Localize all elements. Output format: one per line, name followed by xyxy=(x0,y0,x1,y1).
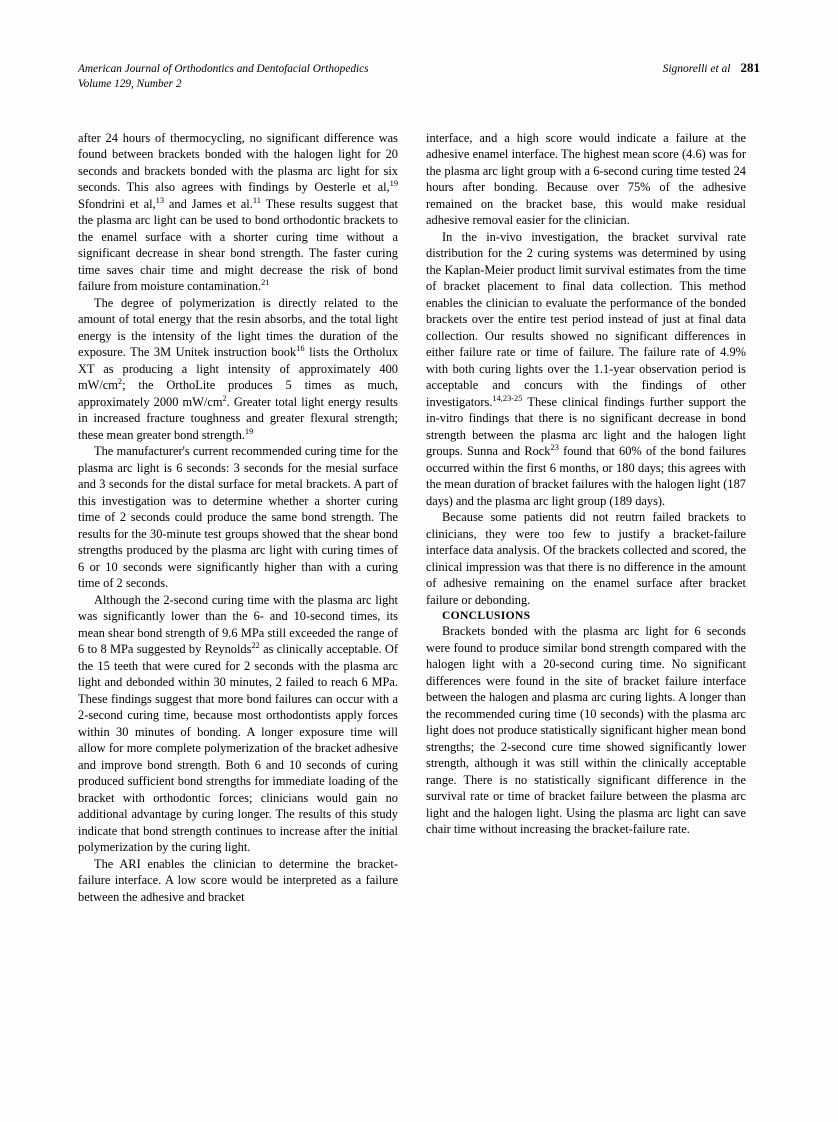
two-column-body xyxy=(78,130,760,906)
left-column xyxy=(78,130,398,906)
journal-volume-issue: Volume 129, Number 2 xyxy=(78,78,182,91)
right-column xyxy=(426,130,746,906)
authors-and-page xyxy=(663,60,760,76)
paragraph: The manufacturer's current recommended curing time for the plasma arc light is 6 seconds: 3 seconds for the mesial surface and 3 seconds for the distal surface for metal brackets. A part of this investigation was to determine whether a shorter curing time of 2 seconds could produce the same bond strength. The results for the 30-minute test groups showed that the shear bond strengths produced by the plasma arc light with curing times of 6 or 10 seconds were significantly higher than with a curing time of 2 seconds. xyxy=(78,444,398,590)
paragraph: In the in-vivo investigation, the bracket survival rate distribution for the 2 curing systems was determined by using the Kaplan-Meier product limit survival estimates from the time of bracket placement to final data collection. This method enables the clinician to evaluate the performance of the bonded brackets over the entire test period instead of just at final data collection. Our results showed no significant differences in either failure rate or time of failure. The failure rate of 4.9% with both curing lights over the 1.1-year observation period is acceptable and concurs with the findings of other investigators.$^{14,23-25}$ These clinical findings further support the in-vitro findings that there is no significant decrease in bond strength between the plasma arc light and the halogen light groups. Sunna and Rock$^{23}$ found that 60% of the bond failures occurred within the first 6 months, or 180 days; this agrees with the mean duration of bracket failures with the halogen light (187 days) and the plasma arc light group (189 days). xyxy=(426,229,746,508)
authors-label: Signorelli et al xyxy=(662,63,731,75)
journal-title-block xyxy=(78,62,369,93)
running-head xyxy=(78,60,760,96)
paragraph: after 24 hours of thermocycling, no significant difference was found between brackets bonded with the halogen light for 20 seconds and brackets bonded with the plasma arc light for six seconds. This also agrees with findings by Oesterle et al,$^{19}$ Sfondrini et al,$^{13}$ and James et al.$^{11}$ These results suggest that the plasma arc light can be used to bond orthodontic brackets to the enamel surface with a shorter curing time without a significant decrease in shear bond strength. The faster curing time saves chair time and might decrease the risk of bond failure from moisture contamination.$^{21}$ xyxy=(78,130,399,293)
paragraph: The ARI enables the clinician to determine the bracket-failure interface. A low score would be interpreted as a failure between the adhesive and bracket xyxy=(78,856,398,904)
paragraph: Although the 2-second curing time with the plasma arc light was significantly lower than the 6- and 10-second times, its mean shear bond strength of 9.6 MPa still exceeded the range of 6 to 8 MPa suggested by Reynolds$^{22}$ as clinically acceptable. Of the 15 teeth that were cured for 2 seconds with the plasma arc light and debonded within 30 minutes, 2 failed to reach 6 MPa. These findings suggest that more bond failures can occur with a 2-second curing time, because most orthodontists apply forces within 30 minutes of bonding. A longer exposure time will allow for more complete polymerization of the bracket adhesive and improve bond strength. Both 6 and 10 seconds of curing produced sufficient bond strengths for immediate loading of the bracket with orthodontic forces; clinicians would gain no additional advantage by curing longer. The results of this study indicate that bond strength continues to increase after the initial polymerization by the curing light. xyxy=(78,592,398,854)
journal-title: American Journal of Orthodontics and Dentofacial Orthopedics xyxy=(78,63,369,75)
section-heading-conclusions: CONCLUSIONS xyxy=(442,609,531,622)
page-number: 281 xyxy=(740,60,760,75)
paragraph: Because some patients did not reutrn failed brackets to clinicians, they were too few to justify a bracket-failure interface data analysis. Of the brackets collected and scored, the clinical impression was that there is no difference in the amount of adhesive remaining on the enamel surface after bracket failure or debonding. xyxy=(426,510,746,607)
paragraph: Brackets bonded with the plasma arc light for 6 seconds were found to produce similar bond strength compared with the halogen light with a 20-second curing time. No significant differences were found in the site of bracket failure interface between the halogen and plasma arc curing lights. A longer than the recommended curing time (10 seconds) with the plasma arc light does not produce statistically significant higher mean bond strengths; the 2-second cure time showed significantly lower strength, although it was still within the clinically acceptable range. There is no statistically significant difference in the survival rate or time of bracket failure between the plasma arc light and the halogen light. Using the plasma arc light can save chair time without increasing the bracket-failure rate. xyxy=(426,624,746,837)
paragraph: The degree of polymerization is directly related to the amount of total energy that the resin absorbs, and the total light energy is the intensity of the light times the duration of the exposure. The 3M Unitek instruction book$^{16}$ lists the Ortholux XT as producing a light intensity of approximately 400 $mW/cm^2$; the OrthoLite produces 5 times as much, approximately 2000 $mW/cm^2$. Greater total light energy results in increased fracture toughness and greater flexural strength; these mean greater bond strength.$^{19}$ xyxy=(78,295,398,442)
paragraph: interface, and a high score would indicate a failure at the adhesive enamel interface. The highest mean score (4.6) was for the plasma arc light group with a 6-second curing time tested 24 hours after bonding. Because over 75% of the adhesive remained on the bracket base, this would make residual adhesive removal easier for the clinician. xyxy=(426,130,746,227)
